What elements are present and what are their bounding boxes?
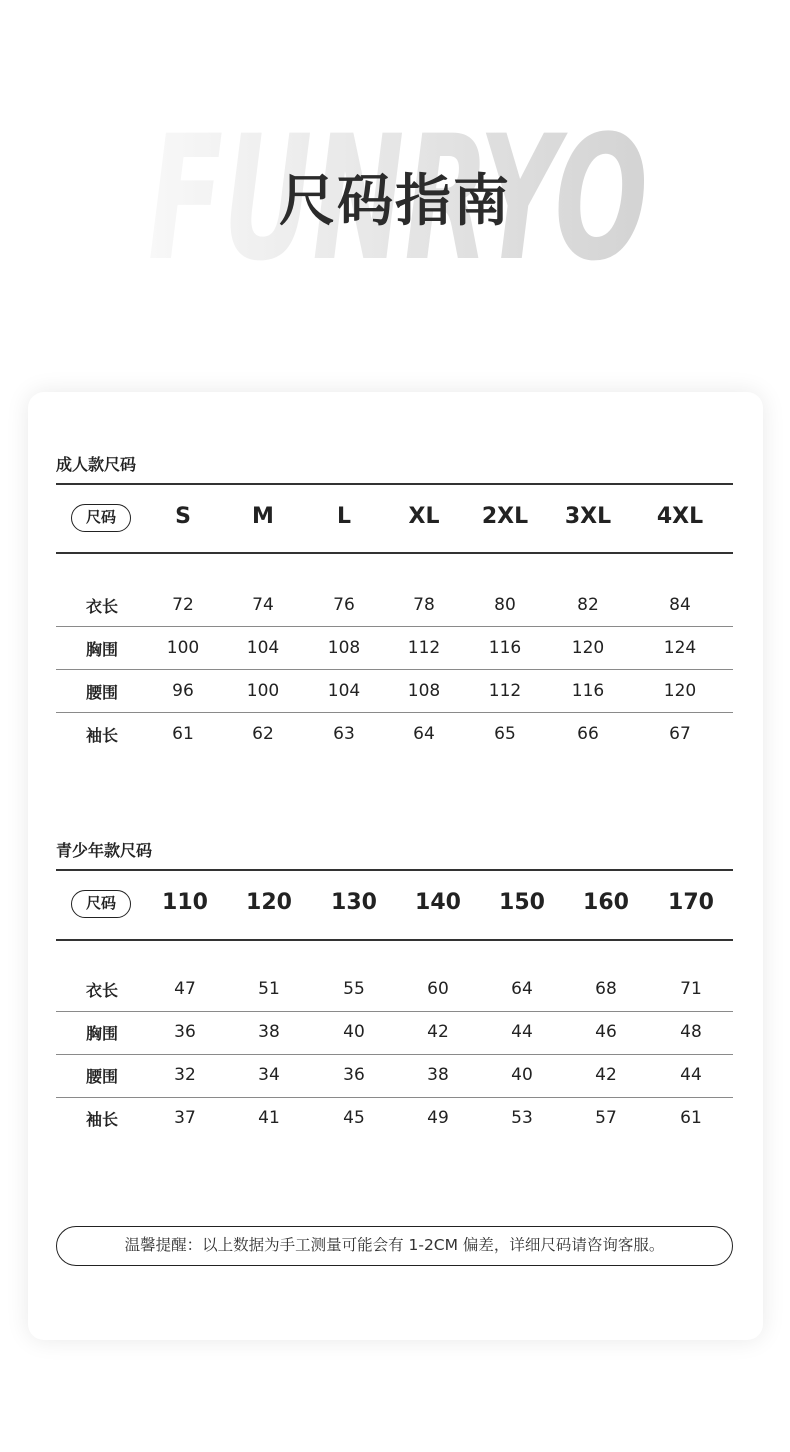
row-divider [56,626,733,627]
row-label: 胸围 [85,640,119,659]
table-cell: 96 [172,681,194,701]
table-cell: 82 [577,595,599,615]
row-label: 腰围 [85,683,119,702]
table-cell: 72 [172,595,194,615]
table-cell: 71 [680,979,702,999]
table-cell: 64 [511,979,533,999]
adult-size-3: XL [408,504,440,529]
table-cell: 48 [680,1022,702,1042]
youth-section-title: 青少年款尺码 [56,841,153,860]
table-cell: 120 [571,638,605,658]
youth-size-4: 150 [499,890,545,915]
table-cell: 76 [333,595,355,615]
table-cell: 116 [488,638,522,658]
table-cell: 66 [577,724,599,744]
table-cell: 36 [174,1022,196,1042]
adult-size-6: 4XL [656,504,704,529]
table-cell: 41 [258,1108,280,1128]
table-cell: 108 [407,681,441,701]
table-cell: 84 [669,595,691,615]
table-cell: 42 [427,1022,449,1042]
row-divider [56,1054,733,1055]
row-label: 胸围 [85,1024,119,1043]
table-cell: 61 [680,1108,702,1128]
table-cell: 67 [669,724,691,744]
table-cell: 108 [327,638,361,658]
table-cell: 124 [663,638,697,658]
table-cell: 57 [595,1108,617,1128]
row-divider [56,1011,733,1012]
table-cell: 104 [327,681,361,701]
table-cell: 116 [571,681,605,701]
youth-size-2: 130 [331,890,377,915]
measurement-notice: 温馨提醒：以上数据为手工测量可能会有 1-2CM 偏差，详细尺码请咨询客服。 [56,1226,733,1266]
adult-size-4: 2XL [481,504,529,529]
row-label: 腰围 [85,1067,119,1086]
adult-header-divider [56,552,733,554]
table-cell: 51 [258,979,280,999]
table-cell: 40 [511,1065,533,1085]
table-cell: 112 [488,681,522,701]
table-cell: 44 [511,1022,533,1042]
table-cell: 74 [252,595,274,615]
table-cell: 55 [343,979,365,999]
table-cell: 78 [413,595,435,615]
youth-size-6: 170 [668,890,714,915]
table-cell: 38 [427,1065,449,1085]
adult-size-label: 尺码 [71,504,131,532]
table-cell: 49 [427,1108,449,1128]
adult-size-1: M [252,504,274,529]
table-cell: 42 [595,1065,617,1085]
table-cell: 112 [407,638,441,658]
row-label: 衣长 [85,981,119,1000]
table-cell: 62 [252,724,274,744]
size-card [28,392,763,1340]
brand-watermark-text: FUNRYO [148,108,648,278]
youth-header-divider [56,939,733,941]
table-cell: 120 [663,681,697,701]
youth-top-divider [56,869,733,871]
youth-size-3: 140 [415,890,461,915]
table-cell: 34 [258,1065,280,1085]
table-cell: 64 [413,724,435,744]
table-cell: 38 [258,1022,280,1042]
table-cell: 53 [511,1108,533,1128]
table-cell: 32 [174,1065,196,1085]
adult-size-2: L [336,504,352,529]
table-cell: 46 [595,1022,617,1042]
row-label: 袖长 [85,726,119,745]
table-cell: 80 [494,595,516,615]
table-cell: 40 [343,1022,365,1042]
table-cell: 45 [343,1108,365,1128]
table-cell: 68 [595,979,617,999]
table-cell: 104 [246,638,280,658]
adult-size-0: S [175,504,191,529]
row-divider [56,712,733,713]
youth-size-0: 110 [162,890,208,915]
adult-size-5: 3XL [564,504,612,529]
table-cell: 100 [246,681,280,701]
youth-size-label: 尺码 [71,890,131,918]
hero [0,0,790,360]
row-label: 袖长 [85,1110,119,1129]
table-cell: 47 [174,979,196,999]
adult-section-title: 成人款尺码 [56,455,137,474]
page-title: 尺码指南 [279,169,511,234]
table-cell: 61 [172,724,194,744]
table-cell: 44 [680,1065,702,1085]
youth-size-5: 160 [583,890,629,915]
table-cell: 60 [427,979,449,999]
table-cell: 63 [333,724,355,744]
table-cell: 100 [166,638,200,658]
row-divider [56,669,733,670]
table-cell: 37 [174,1108,196,1128]
table-cell: 65 [494,724,516,744]
row-label: 衣长 [85,597,119,616]
table-cell: 36 [343,1065,365,1085]
adult-top-divider [56,483,733,485]
youth-size-1: 120 [246,890,292,915]
row-divider [56,1097,733,1098]
